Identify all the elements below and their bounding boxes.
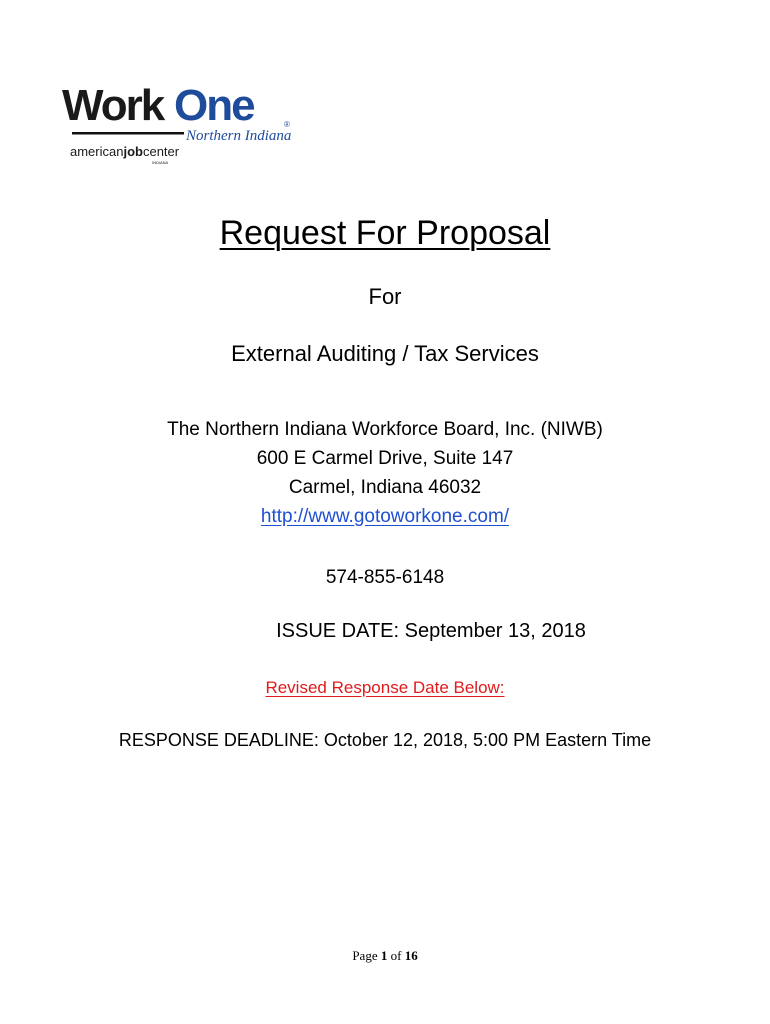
document-title: Request For Proposal	[219, 214, 551, 252]
response-deadline: RESPONSE DEADLINE: October 12, 2018, 5:00 PM Eastern Time	[118, 730, 652, 750]
workone-logo	[62, 82, 312, 168]
page-number: 1	[380, 948, 388, 963]
logo-one-text: One	[174, 82, 254, 130]
total-pages: 16	[404, 948, 418, 963]
for-label: For	[368, 284, 402, 309]
organization-name: The Northern Indiana Workforce Board, Inc. (NIWB)	[167, 419, 603, 440]
revised-response-notice: Revised Response Date Below:	[265, 678, 505, 697]
address-line-1: 600 E Carmel Drive, Suite 147	[256, 448, 514, 469]
website-line	[0, 506, 770, 528]
issue-date: ISSUE DATE: September 13, 2018	[276, 620, 586, 642]
phone-number: 574-855-6148	[325, 567, 445, 588]
page-footer	[0, 948, 770, 964]
logo-work-text: Work	[62, 82, 164, 130]
page-label: Page	[352, 948, 378, 963]
logo-region-text: Northern Indiana	[186, 128, 292, 144]
website-link[interactable]: http://www.gotoworkone.com/	[260, 506, 510, 527]
address-line-2: Carmel, Indiana 46032	[288, 477, 482, 498]
ajc-logo-text: americanjobcenter	[70, 144, 180, 159]
ajc-state-text: INDIANA	[152, 160, 169, 165]
of-label: of	[390, 948, 402, 963]
workone-logo-graphic	[62, 82, 312, 168]
logo-registered-mark: ®	[284, 120, 290, 129]
logo-rule	[72, 132, 184, 135]
proposal-subject: External Auditing / Tax Services	[231, 341, 539, 366]
